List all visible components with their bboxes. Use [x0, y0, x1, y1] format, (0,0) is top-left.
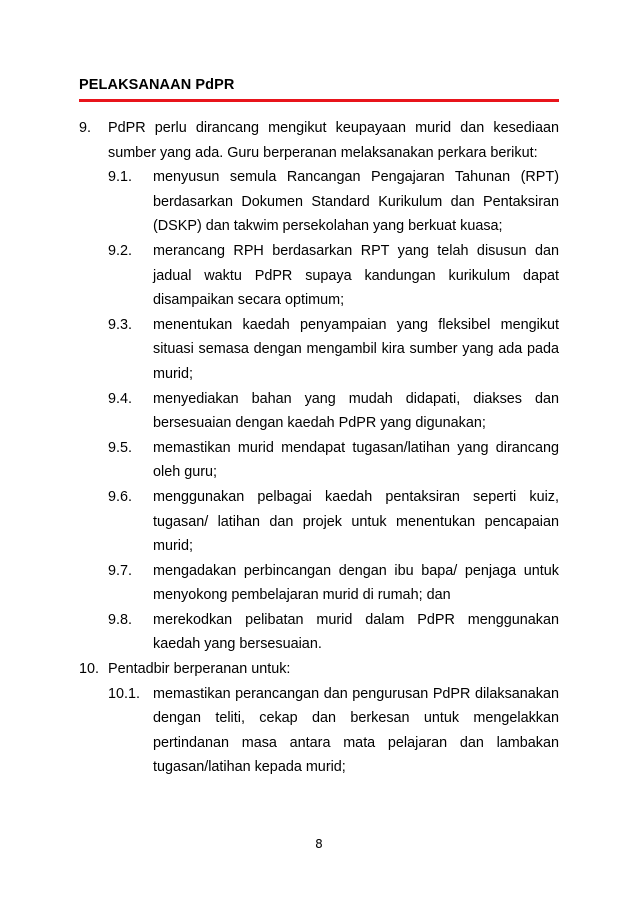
subitem-number: 10.1.: [108, 685, 141, 702]
item-number: 9.: [79, 120, 92, 136]
item-text: PdPR perlu dirancang mengikut keupayaan murid dan kesediaan sumber yang ada. Guru berperanan melaksanakan perkara berikut:: [108, 120, 559, 161]
subitem-number: 9.4.: [108, 390, 133, 407]
subitem-text: memastikan murid mendapat tugasan/latihan yang dirancang oleh guru;: [153, 439, 559, 481]
subitem: [108, 313, 559, 387]
subitem-text: menentukan kaedah penyampaian yang fleksibel mengikut situasi semasa dengan mengambil kira sumber yang ada pada murid;: [153, 316, 559, 382]
subitem: [108, 436, 559, 485]
subitem: [108, 485, 559, 559]
section-heading: PELAKSANAAN PdPR: [79, 77, 235, 93]
subitem-text: merancang RPH berdasarkan RPT yang telah disusun dan jadual waktu PdPR supaya kandungan kurikulum dapat disampaikan secara optimum;: [153, 242, 559, 309]
subitem: [108, 608, 559, 657]
subitem-text: memastikan perancangan dan pengurusan PdPR dilaksanakan dengan teliti, cekap dan berkesan untuk mengelakkan pertindanan masa antara mata pelajaran dan lambakan tugasan/latihan kepada murid;: [153, 685, 559, 776]
item-text: Pentadbir berperanan untuk:: [108, 661, 291, 678]
subitem-text: menyediakan bahan yang mudah didapati, diakses dan bersesuaian dengan kaedah PdPR yang digunakan;: [153, 390, 559, 432]
subitem-text: menyusun semula Rancangan Pengajaran Tahunan (RPT) berdasarkan Dokumen Standard Kurikulum dan Pentaksiran (DSKP) dan takwim persekolahan yang berkuat kuasa;: [153, 169, 559, 235]
document-body: [79, 116, 559, 780]
subitem-text: merekodkan pelibatan murid dalam PdPR menggunakan kaedah yang bersesuaian.: [153, 611, 559, 653]
subitem: [108, 559, 559, 608]
list-item: [79, 116, 559, 657]
subitem-number: 9.7.: [108, 562, 133, 579]
item-number: 10.: [79, 661, 100, 678]
subitem: [108, 239, 559, 313]
subitem-number: 9.1.: [108, 169, 133, 186]
subitem-number: 9.5.: [108, 439, 133, 456]
subitem-text: menggunakan pelbagai kaedah pentaksiran seperti kuiz, tugasan/ latihan dan projek untuk menentukan pencapaian murid;: [153, 488, 559, 555]
subitem: [108, 682, 559, 780]
list-item: [79, 657, 559, 780]
subitem-number: 9.8.: [108, 611, 133, 628]
subitem-number: 9.6.: [108, 488, 133, 505]
subitem: [108, 387, 559, 436]
heading-underline: [79, 99, 559, 102]
subitem: [108, 165, 559, 239]
subitem-text: mengadakan perbincangan dengan ibu bapa/ penjaga untuk menyokong pembelajaran murid di rumah; dan: [153, 562, 559, 604]
subitem-number: 9.3.: [108, 316, 133, 333]
subitem-number: 9.2.: [108, 242, 133, 259]
page-number: 8: [315, 837, 323, 851]
